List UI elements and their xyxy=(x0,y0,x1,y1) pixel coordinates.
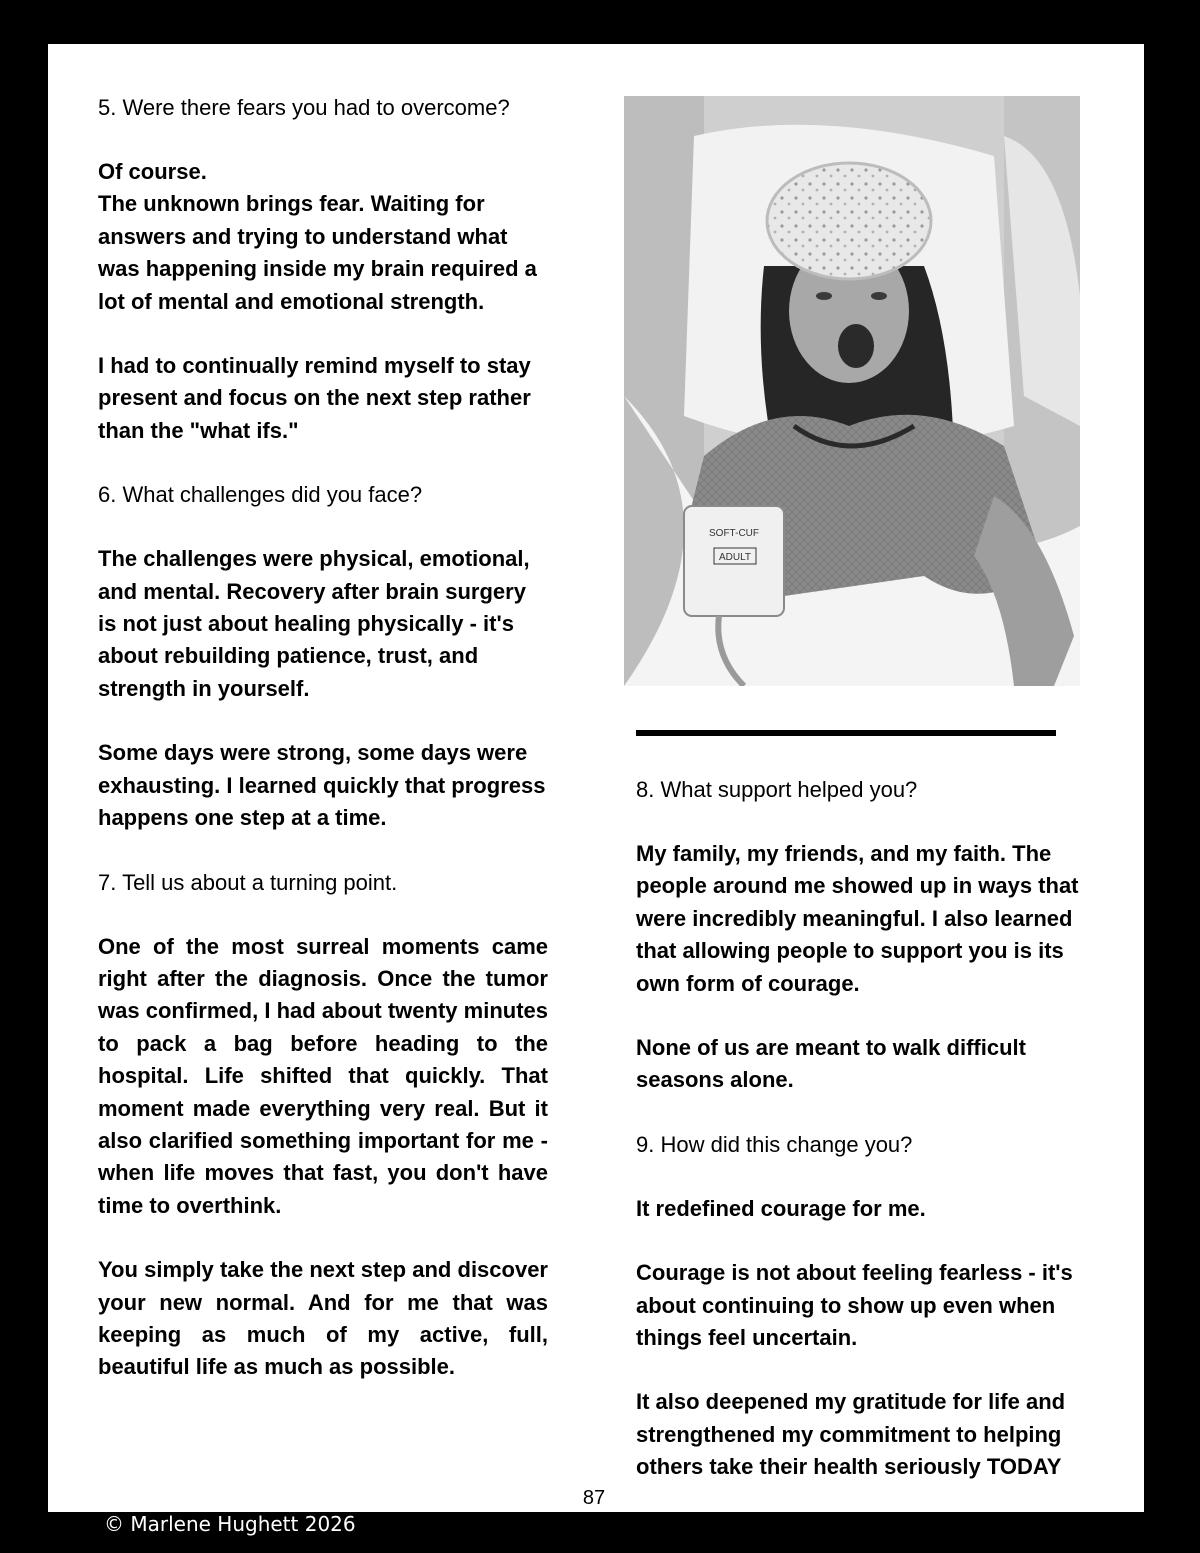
answer-6-body: The challenges were physical, emotional, and mental. Recovery after brain surgery is not just about healing physically - it's about rebuilding patience, trust, and strength in yourself. xyxy=(98,546,530,701)
answer-5-body: The unknown brings fear. Waiting for answers and trying to understand what was happening inside my brain required a lot of mental and emotional strength. xyxy=(98,191,537,314)
document-page xyxy=(48,44,1144,1512)
answer-7-conclusion: You simply take the next step and discover your new normal. And for me that was keeping as much of my active, full, beautiful life as much as possible. xyxy=(98,1257,548,1380)
answer-9-gratitude: It also deepened my gratitude for life and strengthened my commitment to helping others take their health seriously TODAY xyxy=(636,1389,1066,1480)
hospital-bed-photo xyxy=(624,96,1080,686)
answer-7-body: One of the most surreal moments came right after the diagnosis. Once the tumor was confirmed, I had about twenty minutes to pack a bag before heading to the hospital. Life shifted that quickly. That moment made everything very real. But it also clarified something important for me - when life moves that fast, you don't have time to overthink. xyxy=(98,933,548,1218)
cuff-brand-label: SOFT-CUF xyxy=(709,528,759,539)
question-5: 5. Were there fears you had to overcome? xyxy=(98,95,510,120)
question-9: 9. How did this change you? xyxy=(636,1131,913,1157)
copyright-notice: © Marlene Hughett 2026 xyxy=(104,1512,356,1536)
answer-6-progress: Some days were strong, some days were exhausting. I learned quickly that progress happens one step at a time. xyxy=(98,740,546,831)
section-divider xyxy=(636,730,1056,736)
cuff-size-label: ADULT xyxy=(718,552,752,563)
left-column xyxy=(98,92,548,1384)
question-8: 8. What support helped you? xyxy=(636,777,918,802)
question-6: 6. What challenges did you face? xyxy=(98,482,423,508)
answer-8-closing: None of us are meant to walk difficult seasons alone. xyxy=(636,1035,1026,1093)
answer-5-intro: Of course. xyxy=(98,159,207,184)
page-number: 87 xyxy=(582,1487,606,1509)
answer-8-body: My family, my friends, and my faith. The people around me showed up in ways that were incredibly meaningful. I also learned that allowing people to support you is its own form of courage. xyxy=(636,841,1079,996)
question-7: 7. Tell us about a turning point. xyxy=(98,869,398,895)
answer-5-reminder: I had to continually remind myself to stay present and focus on the next step rather than the "what ifs." xyxy=(98,353,531,443)
answer-9-intro: It redefined courage for me. xyxy=(636,1195,926,1221)
answer-9-courage: Courage is not about feeling fearless - it's about continuing to show up even when things feel uncertain. xyxy=(636,1260,1073,1351)
right-column xyxy=(636,774,1106,1484)
